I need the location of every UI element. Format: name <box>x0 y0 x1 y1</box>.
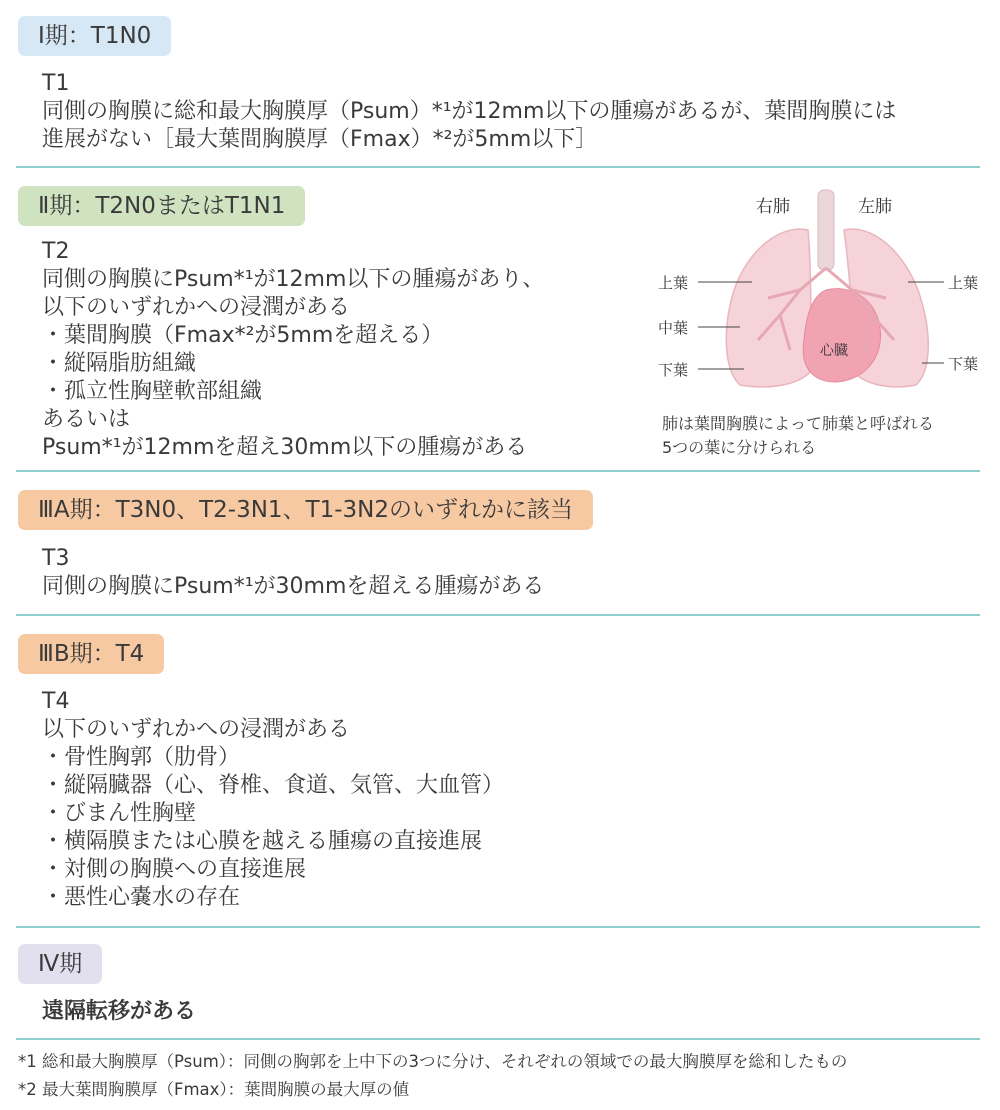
stage3a-line: 同側の胸膜にPsum*¹が30mmを超える腫瘍がある <box>42 574 545 599</box>
stage4-line: 遠隔転移がある <box>42 999 197 1024</box>
lung-illustration <box>640 180 990 410</box>
stage1-line: 進展がない［最大葉間胸膜厚（Fmax）*²が5mm以下］ <box>42 127 598 152</box>
stage3b-line: ・びまん性胸壁 <box>42 801 197 826</box>
stage2-line: あるいは <box>42 407 131 432</box>
stage1-line: T1 <box>42 71 70 96</box>
stage3b-line: ・対側の胸膜への直接進展 <box>42 857 307 882</box>
stage3b-line: T4 <box>42 689 70 714</box>
footnote: *2 最大葉間胸膜厚（Fmax）：葉間胸膜の最大厚の値 <box>18 1080 410 1099</box>
stage2-line: ・孤立性胸壁軟部組織 <box>42 379 263 404</box>
stage2-line: T2 <box>42 239 70 264</box>
lower-lobe-left-label: 下葉 <box>948 355 979 373</box>
upper-lobe-right-label: 上葉 <box>658 274 689 292</box>
section-divider <box>16 1038 980 1040</box>
stage2-line: ・縦隔脂肪組織 <box>42 351 197 376</box>
left-lung-label: 左肺 <box>858 197 892 217</box>
stage2-line: 以下のいずれかへの浸潤がある <box>42 295 351 320</box>
section-divider <box>16 470 980 472</box>
stage3a-line: T3 <box>42 546 70 571</box>
section-divider <box>16 614 980 616</box>
section-divider <box>16 166 980 168</box>
section-divider <box>16 926 980 928</box>
right-lung-label: 右肺 <box>756 197 790 217</box>
diagram-caption: 肺は葉間胸膜によって肺葉と呼ばれる <box>662 414 935 433</box>
stage3a-badge: ⅢA期：T3N0、T2-3N1、T1-3N2のいずれかに該当 <box>18 490 593 530</box>
stage2-line: ・葉間胸膜（Fmax*²が5mmを超える） <box>42 323 444 348</box>
stage3b-line: 以下のいずれかへの浸潤がある <box>42 717 351 742</box>
stage1-line: 同側の胸膜に総和最大胸膜厚（Psum）*¹が12mm以下の腫瘍があるが、葉間胸膜には <box>42 99 897 124</box>
diagram-caption: 5つの葉に分けられる <box>662 438 817 457</box>
stage2-line: Psum*¹が12mmを超え30mm以下の腫瘍がある <box>42 435 528 460</box>
stage3b-badge: ⅢB期：T4 <box>18 634 164 674</box>
stage3b-line: ・悪性心嚢水の存在 <box>42 885 241 910</box>
stage4-badge: Ⅳ期 <box>18 944 102 984</box>
stage3b-line: ・横隔膜または心膜を越える腫瘍の直接進展 <box>42 829 483 854</box>
footnote: *1 総和最大胸膜厚（Psum）：同側の胸郭を上中下の3つに分け、それぞれの領域での最大胸膜厚を総和したもの <box>18 1052 848 1071</box>
stage2-badge: Ⅱ期：T2N0またはT1N1 <box>18 186 305 226</box>
middle-lobe-label: 中葉 <box>658 319 689 337</box>
lower-lobe-right-label: 下葉 <box>658 361 689 379</box>
stage1-badge: Ⅰ期：T1N0 <box>18 16 171 56</box>
stage3b-line: ・骨性胸郭（肋骨） <box>42 745 241 770</box>
stage3b-line: ・縦隔臓器（心、脊椎、食道、気管、大血管） <box>42 773 505 798</box>
stage2-line: 同側の胸膜にPsum*¹が12mm以下の腫瘍があり、 <box>42 267 545 292</box>
heart-label: 心臓 <box>820 343 848 359</box>
upper-lobe-left-label: 上葉 <box>948 274 979 292</box>
